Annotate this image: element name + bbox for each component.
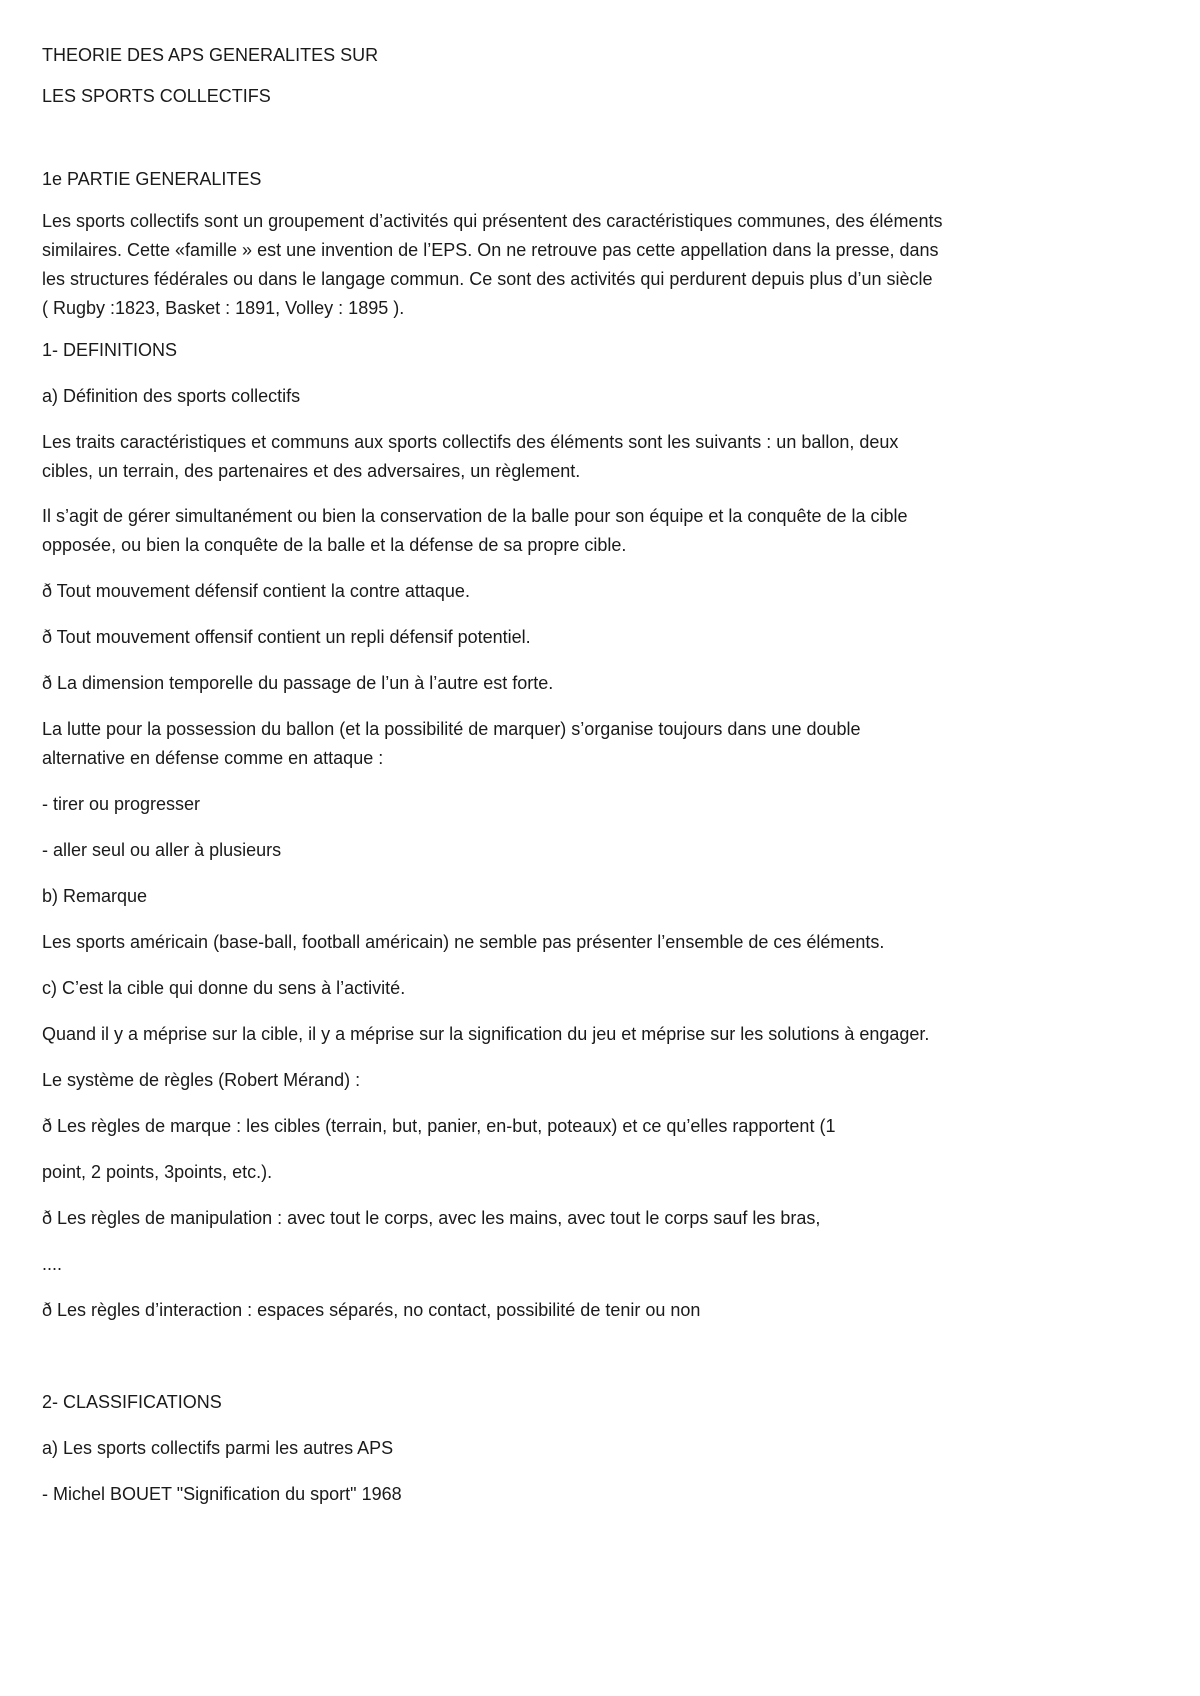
document-title-line-2: LES SPORTS COLLECTIFS	[42, 86, 271, 106]
arrow-bullet-item: ð Tout mouvement défensif contient la contre attaque.	[42, 581, 470, 601]
lutte-line: alternative en défense comme en attaque :	[42, 748, 384, 768]
ellipsis-line: ....	[42, 1254, 63, 1274]
dash-list-item: - aller seul ou aller à plusieurs	[42, 840, 282, 860]
dash-list-item: - tirer ou progresser	[42, 794, 201, 814]
subsection-2a-heading: a) Les sports collectifs parmi les autres APS	[42, 1438, 394, 1458]
intro-line: similaires. Cette «famille » est une invention de l’EPS. On ne retrouve pas cette appellation dans la presse, dans	[42, 240, 939, 260]
rule-marque-line: point, 2 points, 3points, etc.).	[42, 1162, 273, 1182]
rule-manipulation-line: ð Les règles de manipulation : avec tout le corps, avec les mains, avec tout le corps sauf les bras,	[42, 1208, 821, 1228]
meprise-paragraph: Quand il y a méprise sur la cible, il y a méprise sur la signification du jeu et méprise sur les solutions à engager.	[42, 1024, 930, 1044]
arrow-bullet-item: ð Tout mouvement offensif contient un repli défensif potentiel.	[42, 627, 531, 647]
lutte-line: La lutte pour la possession du ballon (et la possibilité de marquer) s’organise toujours dans une double	[42, 719, 861, 739]
part1-heading: 1e PARTIE GENERALITES	[42, 169, 262, 189]
intro-line: Les sports collectifs sont un groupement d’activités qui présentent des caractéristiques communes, des éléments	[42, 211, 943, 231]
bouet-reference: - Michel BOUET "Signification du sport" 1968	[42, 1484, 402, 1504]
intro-line: les structures fédérales ou dans le langage commun. Ce sont des activités qui perdurent depuis plus d’un siècle	[42, 269, 933, 289]
gerer-line: Il s’agit de gérer simultanément ou bien la conservation de la balle pour son équipe et la conquête de la cible	[42, 506, 908, 526]
traits-line: Les traits caractéristiques et communs aux sports collectifs des éléments sont les suivants : un ballon, deux	[42, 432, 899, 452]
section2-heading: 2- CLASSIFICATIONS	[42, 1392, 222, 1412]
rule-interaction-line: ð Les règles d’interaction : espaces séparés, no contact, possibilité de tenir ou non	[42, 1300, 701, 1320]
intro-line: ( Rugby :1823, Basket : 1891, Volley : 1895 ).	[42, 298, 405, 318]
remarque-paragraph: Les sports américain (base-ball, football américain) ne semble pas présenter l’ensemble de ces éléments.	[42, 932, 885, 952]
traits-line: cibles, un terrain, des partenaires et des adversaires, un règlement.	[42, 461, 581, 481]
section1-heading: 1- DEFINITIONS	[42, 340, 178, 360]
subsection-b-heading: b) Remarque	[42, 886, 148, 906]
subsection-c-heading: c) C’est la cible qui donne du sens à l’activité.	[42, 978, 406, 998]
arrow-bullet-item: ð La dimension temporelle du passage de l’un à l’autre est forte.	[42, 673, 554, 693]
document-title-line-1: THEORIE DES APS GENERALITES SUR	[42, 45, 379, 65]
subsection-a-heading: a) Définition des sports collectifs	[42, 386, 301, 406]
rule-marque-line: ð Les règles de marque : les cibles (terrain, but, panier, en-but, poteaux) et ce qu’elles rapportent (1	[42, 1116, 836, 1136]
gerer-line: opposée, ou bien la conquête de la balle et la défense de sa propre cible.	[42, 535, 627, 555]
systeme-regles-line: Le système de règles (Robert Mérand) :	[42, 1070, 361, 1090]
